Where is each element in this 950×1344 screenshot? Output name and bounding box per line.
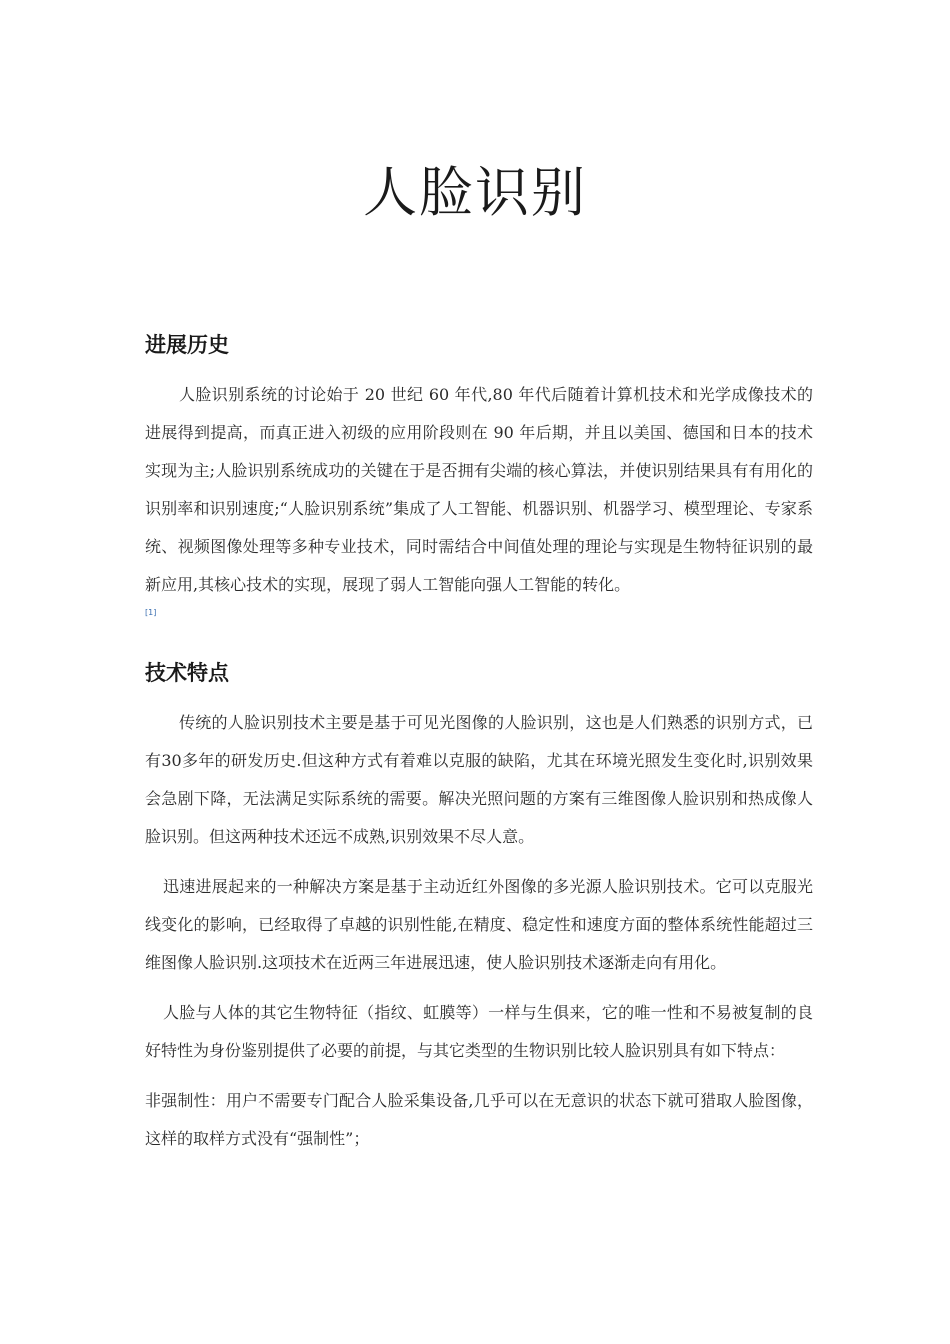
reference-link[interactable]: [1] [145, 608, 157, 617]
section-heading-history: 进展历史 [145, 333, 229, 357]
paragraph: 非强制性：用户不需要专门配合人脸采集设备,几乎可以在无意识的状态下就可猎取人脸图像，这样的取样方式没有“强制性”； [145, 1091, 813, 1148]
paragraph: 传统的人脸识别技术主要是基于可见光图像的人脸识别，这也是人们熟悉的识别方式，已有30多年的研发历史.但这种方式有着难以克服的缺陷，尤其在环境光照发生变化时,识别效果会急剧下降，无法满足实际系统的需要。解决光照问题的方案有三维图像人脸识别和热成像人脸识别。但这两种技术还远不成熟,识别效果不尽人意。 [145, 713, 813, 846]
paragraph: 人脸与人体的其它生物特征（指纹、虹膜等）一样与生俱来，它的唯一性和不易被复制的良好特性为身份鉴别提供了必要的前提，与其它类型的生物识别比较人脸识别具有如下特点： [145, 1003, 813, 1060]
paragraph: 迅速进展起来的一种解决方案是基于主动近红外图像的多光源人脸识别技术。它可以克服光线变化的影响，已经取得了卓越的识别性能,在精度、稳定性和速度方面的整体系统性能超过三维图像人脸识别.这项技术在近两三年进展迅速，使人脸识别技术逐渐走向有用化。 [145, 877, 813, 972]
paragraph: 人脸识别系统的讨论始于 20 世纪 60 年代,80 年代后随着计算机技术和光学成像技术的进展得到提高，而真正进入初级的应用阶段则在 90 年后期，并且以美国、德国和日本的技术实现为主;人脸识别系统成功的关键在于是否拥有尖端的核心算法，并使识别结果具有有用化的识别率和识别速度;“人脸识别系统”集成了人工智能、机器识别、机器学习、模型理论、专家系统、视频图像处理等多种专业技术，同时需结合中间值处理的理论与实现是生物特征识别的最新应用,其核心技术的实现，展现了弱人工智能向强人工智能的转化。 [145, 385, 813, 594]
document-body [145, 328, 813, 1158]
document-title: 人脸识别 [363, 161, 587, 224]
section-features [145, 656, 813, 1158]
section-history [145, 328, 813, 620]
section-heading-features: 技术特点 [145, 661, 229, 685]
